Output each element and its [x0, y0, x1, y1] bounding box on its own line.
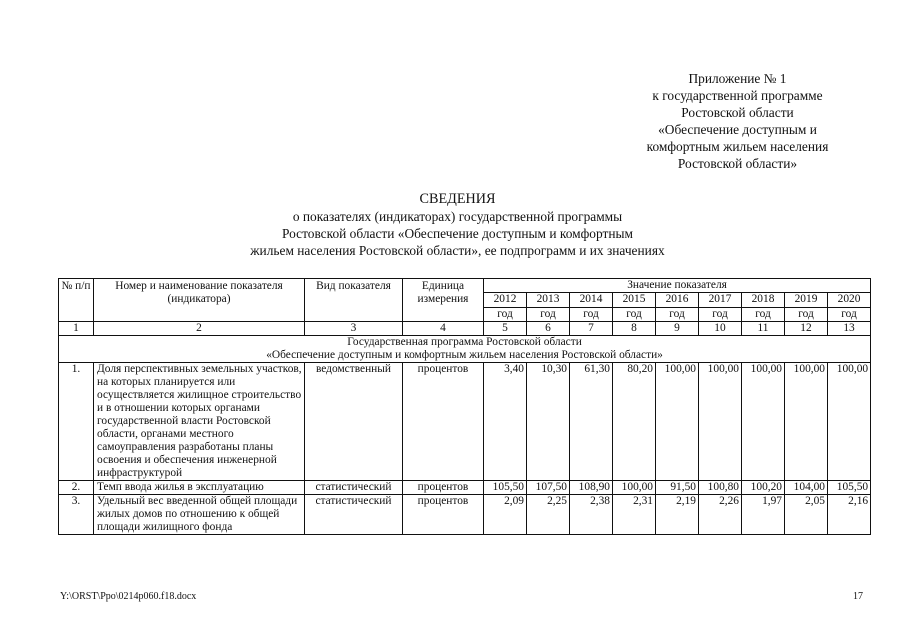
value-cell: 100,00 — [828, 363, 871, 481]
row-number: 2. — [59, 481, 94, 495]
year-label: 2014 — [579, 293, 603, 305]
appendix-line: комфортным жильем населения — [646, 139, 829, 154]
table-row — [59, 363, 871, 481]
indicator-name: Удельный вес введенной общей площади жилых домов по отношению к общей площади жилищного фонда — [94, 495, 305, 535]
value-cell: 1,97 — [742, 495, 785, 535]
value-cell: 2,31 — [613, 495, 656, 535]
year-label: 2018 — [751, 293, 775, 305]
value-cell: 2,05 — [785, 495, 828, 535]
heading-line: о показателях (индикаторах) государственной программы — [292, 209, 623, 224]
year-label: 2013 — [536, 293, 560, 305]
value-cell: 107,50 — [527, 481, 570, 495]
year-label: 2019 — [794, 293, 818, 305]
value-cell: 3,40 — [484, 363, 527, 481]
heading-line: Ростовской области «Обеспечение доступным и комфортным — [281, 226, 634, 241]
section-title-line: Государственная программа Ростовской области — [347, 336, 582, 348]
indicators-table — [58, 278, 871, 535]
value-cell: 100,00 — [742, 363, 785, 481]
value-cell: 2,25 — [527, 495, 570, 535]
section-row — [59, 336, 871, 363]
value-cell: 100,00 — [613, 481, 656, 495]
column-number: 7 — [570, 322, 613, 336]
appendix-line: к государственной программе — [652, 88, 823, 103]
year-suffix: год — [570, 307, 612, 321]
year-label: 2016 — [665, 293, 689, 305]
section-title-line: «Обеспечение доступным и комфортным жильем населения Ростовской области» — [266, 349, 663, 361]
indicator-name: Доля перспективных земельных участков, на которых планируется или осуществляется жилищное строительство и в отношении которых органами государственной власти Ростовской области, органами местного самоуправления разработаны планы освоения и обеспечения инженерной инфраструктурой — [94, 363, 305, 481]
value-cell: 2,09 — [484, 495, 527, 535]
value-cell: 100,20 — [742, 481, 785, 495]
indicator-unit: процентов — [403, 481, 484, 495]
column-number: 4 — [403, 322, 484, 336]
year-label: 2017 — [708, 293, 732, 305]
row-number: 1. — [59, 363, 94, 481]
footer-file-path: Y:\ORST\Ppo\0214p060.f18.docx — [60, 591, 197, 602]
column-number: 2 — [94, 322, 305, 336]
row-number: 3. — [59, 495, 94, 535]
appendix-caption — [620, 70, 855, 172]
year-suffix: год — [484, 307, 526, 321]
year-suffix: год — [699, 307, 741, 321]
value-cell: 91,50 — [656, 481, 699, 495]
value-cell: 80,20 — [613, 363, 656, 481]
year-cell — [785, 293, 828, 322]
column-number: 8 — [613, 322, 656, 336]
year-cell — [656, 293, 699, 322]
header-row — [59, 279, 871, 293]
column-number: 1 — [59, 322, 94, 336]
year-cell — [699, 293, 742, 322]
year-cell — [613, 293, 656, 322]
value-cell: 100,00 — [699, 363, 742, 481]
year-cell — [570, 293, 613, 322]
value-cell: 104,00 — [785, 481, 828, 495]
value-cell: 61,30 — [570, 363, 613, 481]
value-cell: 105,50 — [484, 481, 527, 495]
value-cell: 100,00 — [656, 363, 699, 481]
year-suffix: год — [527, 307, 569, 321]
document-heading — [150, 191, 765, 259]
column-number: 12 — [785, 322, 828, 336]
column-number-row — [59, 322, 871, 336]
indicator-name: Темп ввода жилья в эксплуатацию — [94, 481, 305, 495]
header-num: № п/п — [59, 279, 94, 322]
section-heading — [59, 336, 871, 363]
column-number: 3 — [305, 322, 403, 336]
value-cell: 2,19 — [656, 495, 699, 535]
value-cell: 2,38 — [570, 495, 613, 535]
header-unit: Единица измерения — [403, 279, 484, 322]
header-values: Значение показателя — [484, 279, 871, 293]
year-cell — [742, 293, 785, 322]
page-number: 17 — [853, 591, 863, 602]
appendix-line: «Обеспечение доступным и — [658, 122, 817, 137]
indicator-type: ведомственный — [305, 363, 403, 481]
table-row — [59, 495, 871, 535]
column-number: 13 — [828, 322, 871, 336]
column-number: 6 — [527, 322, 570, 336]
year-cell — [484, 293, 527, 322]
header-type: Вид показателя — [305, 279, 403, 322]
indicator-type: статистический — [305, 481, 403, 495]
table-row — [59, 481, 871, 495]
year-cell — [527, 293, 570, 322]
document-title: СВЕДЕНИЯ — [419, 191, 496, 207]
year-suffix: год — [785, 307, 827, 321]
indicator-unit: процентов — [403, 363, 484, 481]
value-cell: 105,50 — [828, 481, 871, 495]
value-cell: 10,30 — [527, 363, 570, 481]
year-cell — [828, 293, 871, 322]
value-cell: 2,26 — [699, 495, 742, 535]
indicator-unit: процентов — [403, 495, 484, 535]
column-number: 5 — [484, 322, 527, 336]
year-suffix: год — [656, 307, 698, 321]
column-number: 9 — [656, 322, 699, 336]
appendix-line: Ростовской области» — [677, 156, 798, 171]
appendix-line: Приложение № 1 — [688, 71, 787, 86]
year-suffix: год — [828, 307, 870, 321]
year-suffix: год — [613, 307, 655, 321]
appendix-line: Ростовской области — [681, 105, 794, 120]
year-label: 2020 — [837, 293, 861, 305]
value-cell: 100,00 — [785, 363, 828, 481]
column-number: 10 — [699, 322, 742, 336]
value-cell: 2,16 — [828, 495, 871, 535]
year-label: 2012 — [493, 293, 517, 305]
value-cell: 108,90 — [570, 481, 613, 495]
header-name: Номер и наименование показателя (индикатора) — [94, 279, 305, 322]
heading-line: жильем населения Ростовской области», ее подпрограмм и их значениях — [250, 243, 665, 258]
year-label: 2015 — [622, 293, 646, 305]
value-cell: 100,80 — [699, 481, 742, 495]
indicator-type: статистический — [305, 495, 403, 535]
year-suffix: год — [742, 307, 784, 321]
column-number: 11 — [742, 322, 785, 336]
